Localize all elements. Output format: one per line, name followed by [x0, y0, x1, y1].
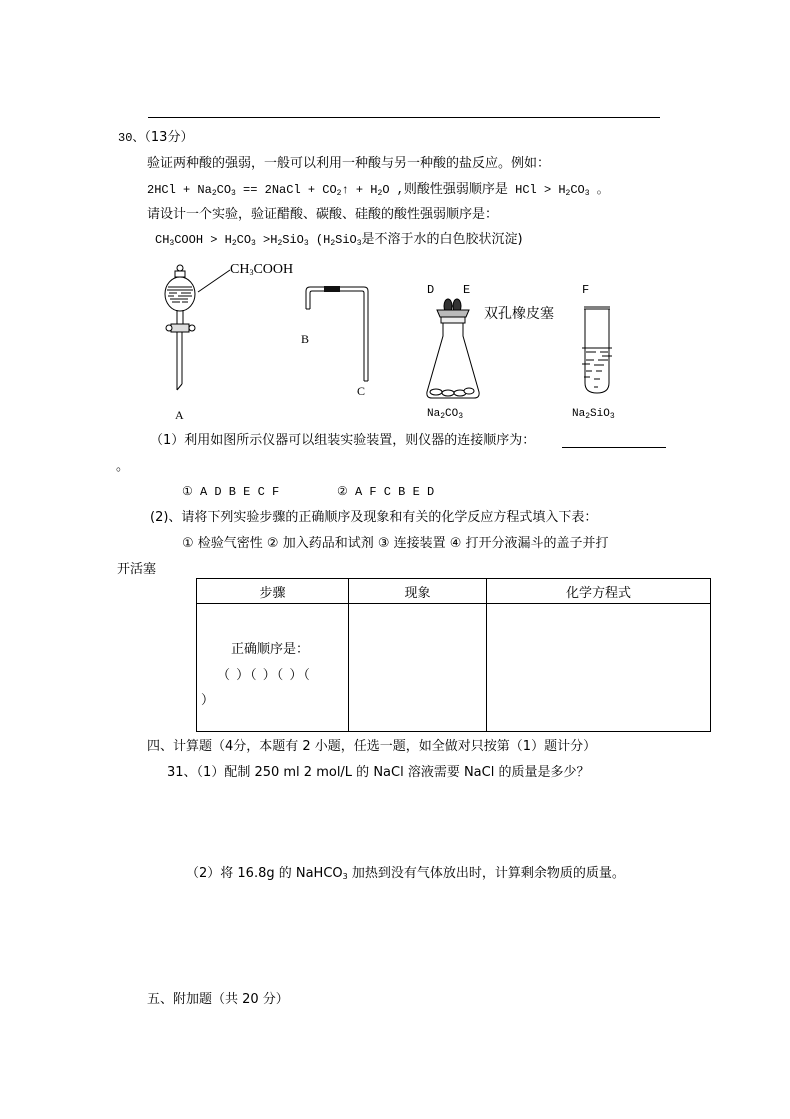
gas-arrow-icon: ↑	[341, 183, 349, 197]
apparatus-a-reagent: $CH_3COOH$	[230, 262, 294, 277]
part2-steps-line1: ① 检验气密性 ② 加入药品和试剂 ③ 连接装置 ④ 打开分液漏斗的盖子并打	[182, 536, 609, 551]
stopper-label: 双孔橡皮塞	[484, 306, 554, 322]
test-tube-reagent-label: $Na_2SiO_3$	[572, 408, 615, 421]
table-header-row	[197, 579, 711, 604]
question-score: （13分）	[144, 130, 194, 145]
equation-cell[interactable]	[487, 604, 711, 732]
section-5-title: 五、附加题（共 20 分）	[147, 992, 289, 1007]
conical-flask-icon	[424, 296, 484, 400]
step-order-label: 正确顺序是：	[231, 642, 310, 657]
answer-table	[196, 578, 711, 732]
separatory-funnel-icon	[160, 262, 210, 394]
question-31-part-1: 31、（1）配制 250 ml 2 mol/L 的 NaCl 溶液需要 NaCl 的质量是多少？	[167, 765, 590, 780]
question-number: 30、	[118, 131, 145, 145]
part1-answer-blank[interactable]	[562, 447, 666, 448]
flask-port-d-label: D	[427, 283, 435, 297]
test-tube-f-label: F	[582, 283, 590, 297]
intro-text: 验证两种酸的强弱，一般可以利用一种酸与另一种酸的盐反应。例如：	[147, 156, 551, 171]
task-text: 请设计一个实验，验证醋酸、碳酸、硅酸的酸性强弱顺序是：	[147, 207, 499, 222]
step-order-blanks[interactable]: （ ）（ ）（ ）（	[217, 668, 311, 683]
section-4-title: 四、计算题（4分，本题有 2 小题，任选一题，如全做对只按第（1）题计分）	[147, 739, 597, 754]
apparatus-a-label: A	[175, 408, 184, 422]
header-equation: 化学方程式	[487, 579, 711, 604]
bent-glass-tube-icon	[304, 285, 374, 385]
table-row	[197, 604, 711, 732]
part1-period: 。	[116, 459, 130, 474]
example-equation: $2HCl + Na_2CO_3$ == 2NaCl + $CO_2↑ + H_2O$ ,则酸性强弱顺序是 HCl > $H_2CO_3$ 。	[147, 182, 609, 198]
flask-reagent-label: $Na_2CO_3$	[427, 408, 464, 421]
header-phenomenon: 现象	[349, 579, 487, 604]
tube-end-b-label: B	[301, 332, 310, 346]
question-30-header	[118, 131, 193, 144]
part2-prompt: (2)、请将下列实验步骤的正确顺序及现象和有关的化学反应方程式填入下表：	[150, 510, 598, 525]
question-31-part-2: （2）将 16.8g 的 NaHCO$_3$ 加热到没有气体放出时，计算剩余物质的质量。	[186, 866, 625, 881]
header-steps: 步骤	[197, 579, 349, 604]
part1-prompt: （1）利用如图所示仪器可以组装实验装置，则仪器的连接顺序为：	[150, 433, 536, 448]
top-rule	[148, 117, 660, 118]
tube-end-c-label: C	[357, 384, 366, 398]
acid-order: $CH_3COOH > H_2CO_3 >H_2SiO_3$ ($H_2SiO_3$是不溶于水的白色胶状沉淀)	[155, 232, 523, 248]
phenomenon-cell[interactable]	[349, 604, 487, 732]
step-order-tail: ）	[201, 693, 215, 708]
part1-option-2[interactable]: ② A F C B E D	[337, 485, 435, 499]
test-tube-icon	[582, 305, 616, 397]
part1-option-1[interactable]: ① A D B E C F	[182, 485, 280, 499]
flask-port-e-label: E	[463, 283, 471, 297]
steps-cell[interactable]	[197, 604, 349, 732]
part2-steps-line2: 开活塞	[117, 562, 157, 577]
